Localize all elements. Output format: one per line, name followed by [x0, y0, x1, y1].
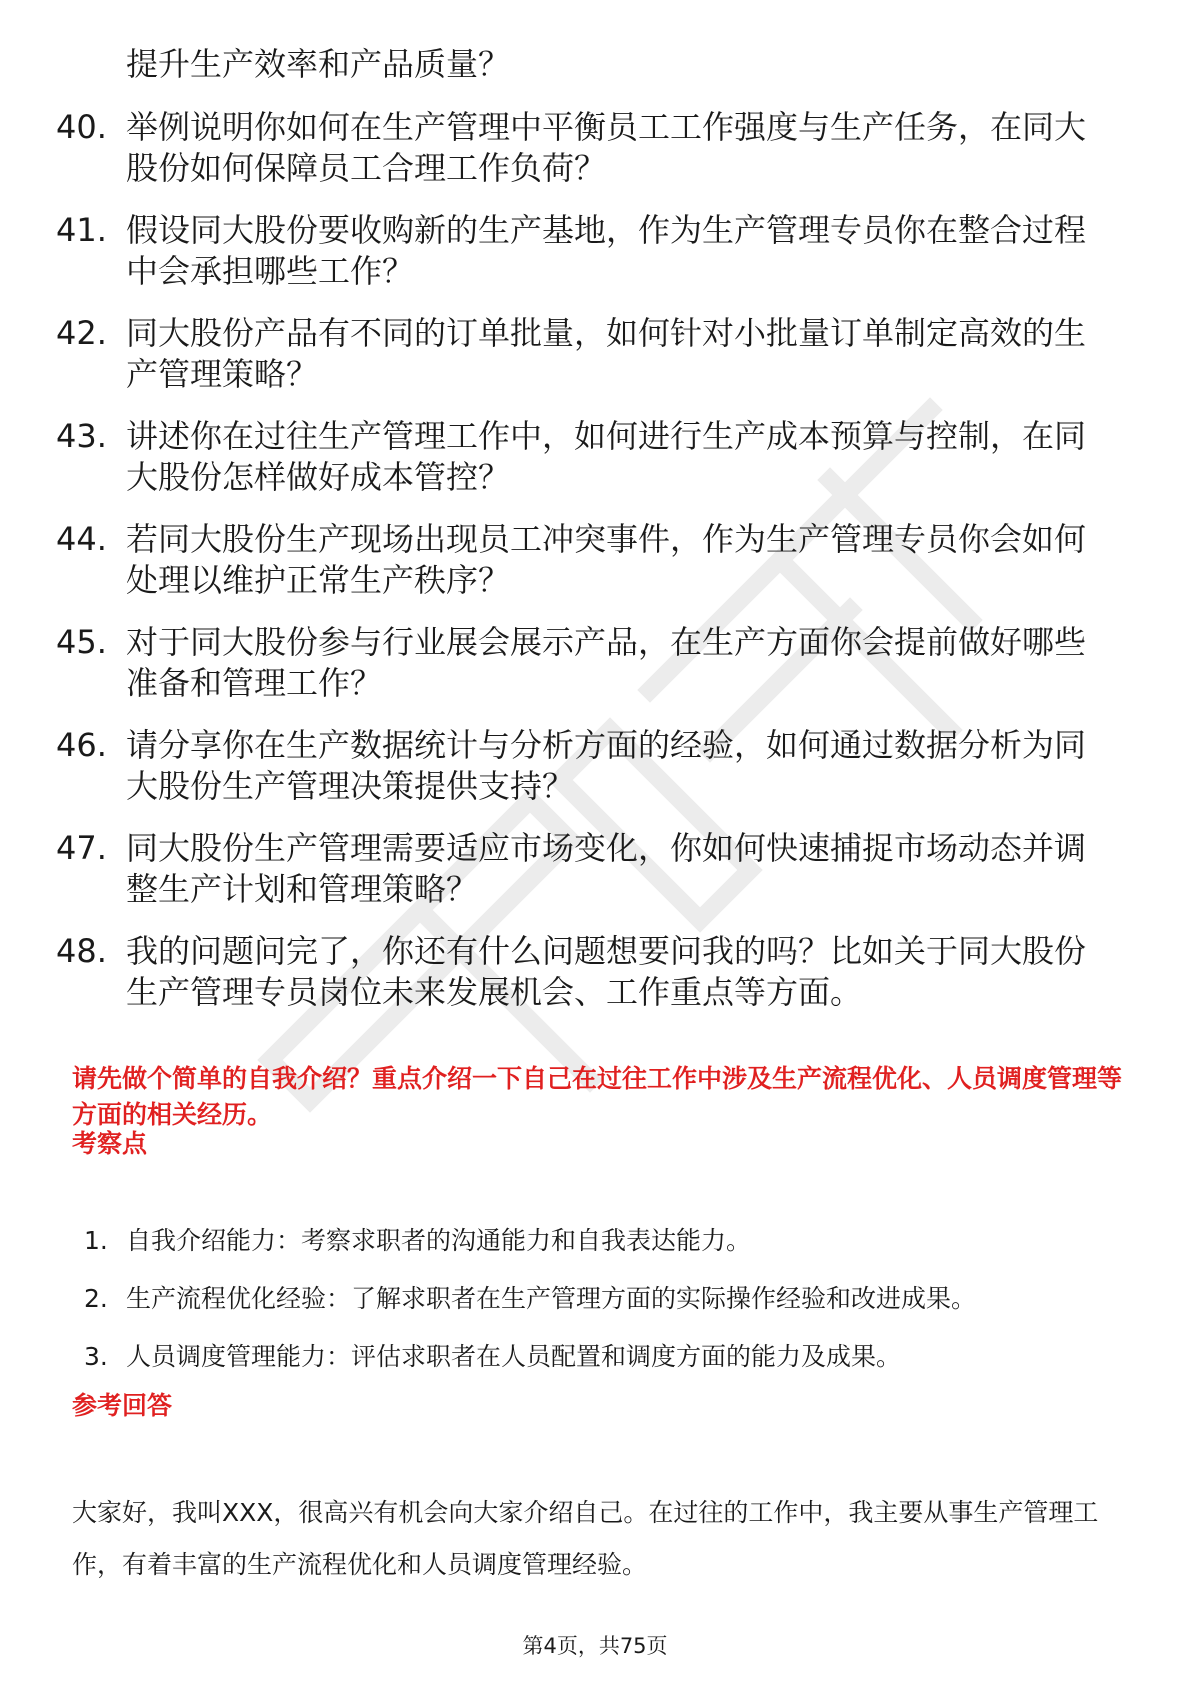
- assessment-number: 2.: [84, 1284, 108, 1313]
- assessment-text: 生产流程优化经验：了解求职者在生产管理方面的实际操作经验和改进成果。: [126, 1284, 977, 1313]
- page-footer: 第4页，共75页: [522, 1634, 668, 1658]
- question-list: [56, 44, 1116, 1034]
- question-item-39-cont: [56, 44, 1116, 85]
- question-item-46: [56, 725, 1116, 807]
- question-number: 40.: [56, 108, 107, 146]
- question-text: 对于同大股份参与行业展会展示产品，在生产方面你会提前做好哪些准备和管理工作？: [126, 623, 1087, 702]
- question-text: 同大股份生产管理需要适应市场变化，你如何快速捕捉市场动态并调整生产计划和管理策略？: [126, 829, 1087, 908]
- question-text: 请分享你在生产数据统计与分析方面的经验，如何通过数据分析为同大股份生产管理决策提供支持？: [126, 726, 1087, 805]
- assessment-number: 3.: [84, 1342, 108, 1371]
- assessment-text: 人员调度管理能力：评估求职者在人员配置和调度方面的能力及成果。: [126, 1342, 902, 1371]
- question-number: [56, 44, 126, 85]
- question-number: 46.: [56, 726, 107, 764]
- question-number: 47.: [56, 829, 107, 867]
- question-item-48: [56, 931, 1116, 1013]
- question-number: 42.: [56, 314, 107, 352]
- assessment-item: [84, 1341, 1134, 1373]
- reference-answer: 大家好，我叫XXX，很高兴有机会向大家介绍自己。在过往的工作中，我主要从事生产管理工作，有着丰富的生产流程优化和人员调度管理经验。: [72, 1498, 1099, 1579]
- question-item-43: [56, 416, 1116, 498]
- question-text: 我的问题问完了，你还有什么问题想要问我的吗？比如关于同大股份生产管理专员岗位未来发展机会、工作重点等方面。: [126, 932, 1087, 1011]
- question-text: 若同大股份生产现场出现员工冲突事件，作为生产管理专员你会如何处理以维护正常生产秩序？: [126, 520, 1087, 599]
- question-number: 48.: [56, 932, 107, 970]
- question-item-42: [56, 313, 1116, 395]
- question-text: 同大股份产品有不同的订单批量，如何针对小批量订单制定高效的生产管理策略？: [126, 314, 1087, 393]
- question-text: 讲述你在过往生产管理工作中，如何进行生产成本预算与控制，在同大股份怎样做好成本管控？: [126, 417, 1087, 496]
- question-number: 43.: [56, 417, 107, 455]
- question-text: 假设同大股份要收购新的生产基地，作为生产管理专员你在整合过程中会承担哪些工作？: [126, 211, 1087, 290]
- assessment-item: [84, 1283, 1134, 1315]
- question-number: 44.: [56, 520, 107, 558]
- question-item-44: [56, 519, 1116, 601]
- question-number: 45.: [56, 623, 107, 661]
- question-item-40: [56, 107, 1116, 189]
- assessment-item: [84, 1225, 1134, 1257]
- question-text: 提升生产效率和产品质量？: [126, 45, 511, 83]
- question-item-41: [56, 210, 1116, 292]
- assessment-list: [84, 1225, 1134, 1399]
- assessment-text: 自我介绍能力：考察求职者的沟通能力和自我表达能力。: [126, 1226, 752, 1255]
- assessment-number: 1.: [84, 1226, 108, 1255]
- assessment-heading: 考察点: [72, 1129, 148, 1158]
- highlight-question: 请先做个简单的自我介绍？重点介绍一下自己在过往工作中涉及生产流程优化、人员调度管理等方面的相关经历。: [72, 1064, 1123, 1129]
- question-item-45: [56, 622, 1116, 704]
- question-number: 41.: [56, 211, 107, 249]
- question-item-47: [56, 828, 1116, 910]
- question-text: 举例说明你如何在生产管理中平衡员工工作强度与生产任务，在同大股份如何保障员工合理工作负荷？: [126, 108, 1087, 187]
- reference-heading: 参考回答: [72, 1391, 173, 1420]
